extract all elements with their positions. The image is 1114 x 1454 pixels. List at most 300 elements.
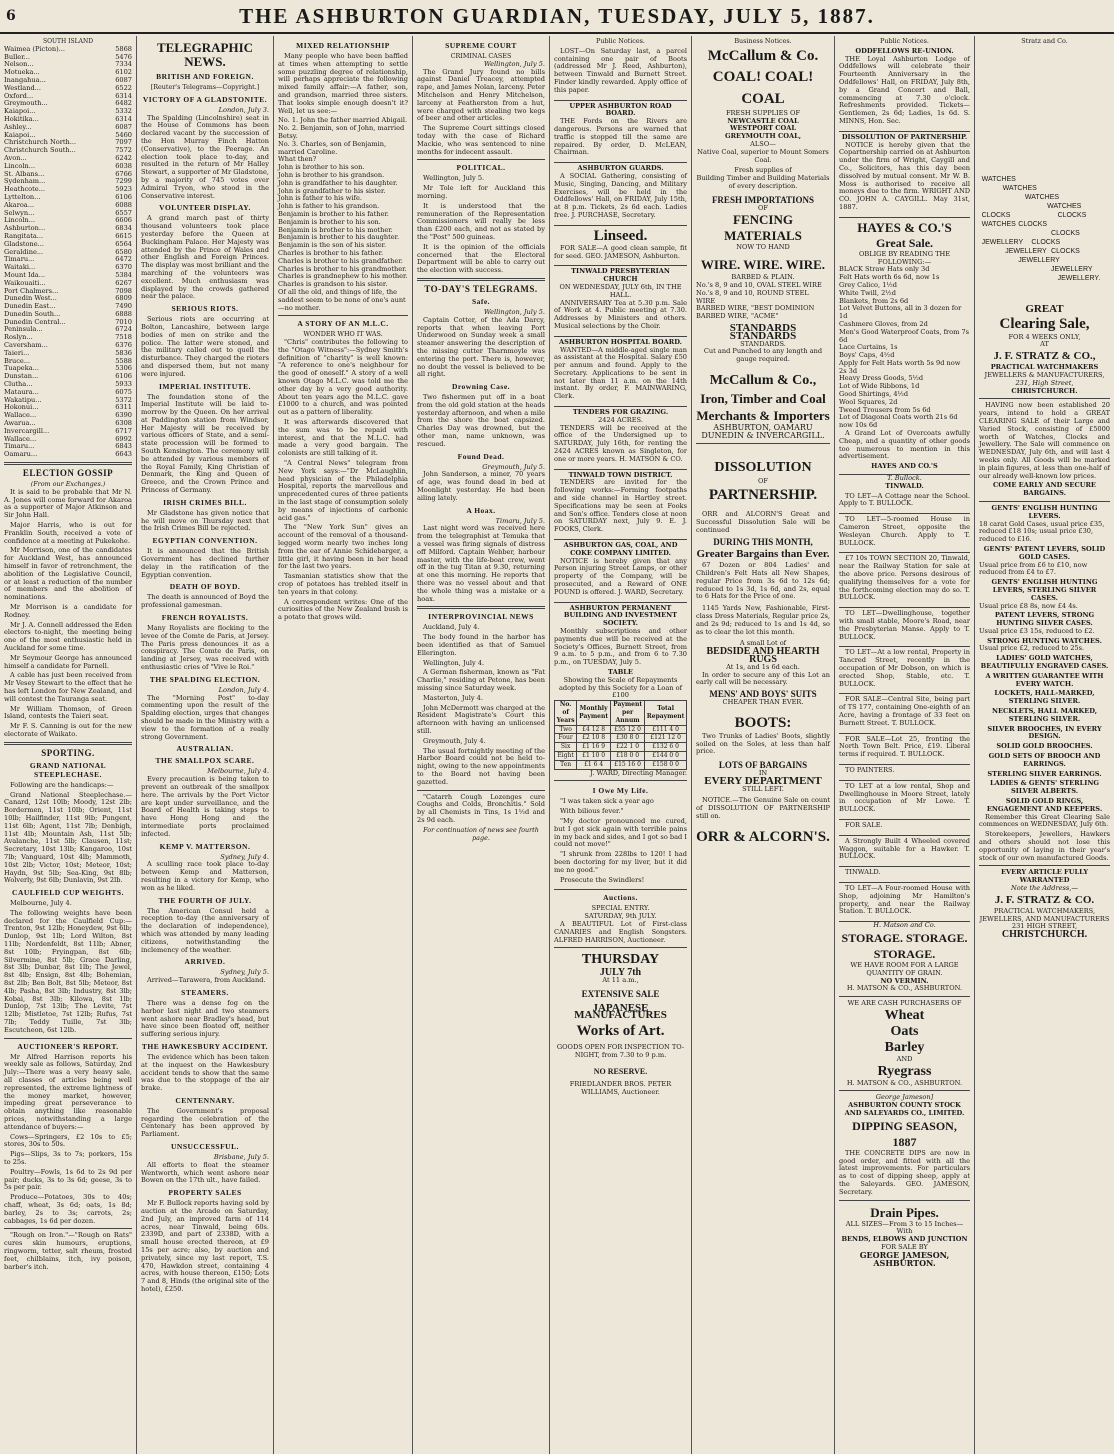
relationship-line: No. 2. Benjamin, son of John, married Betsy. (278, 124, 405, 140)
with-label: With (896, 1227, 913, 1236)
court-dateline: Wellington, July 5. (483, 59, 545, 68)
relationship-line: Charles is grandnephew to his mother. (278, 272, 408, 281)
gossip-paragraph: Mr Seymour George has announced himself a candidate for Parnell. (4, 653, 132, 670)
electorate-name: Westland... (4, 83, 41, 92)
electorate-name: Waimea (Picton)... (4, 44, 65, 53)
linseed-title: Linseed. (593, 227, 648, 244)
coal-banner: COAL! COAL! COAL (712, 68, 814, 107)
interprov-paragraph: John McDermott was charged at the Resident Magistrate's Court this afternoon with having an unlicensed still. (417, 703, 545, 735)
caulfield-text (4, 900, 132, 1035)
hayes-item: White Twill, 2½d (839, 288, 896, 297)
gossip-text (4, 489, 132, 739)
building-materials: Building Timber and Building Materials of every description. (696, 174, 830, 190)
hayes-title: HAYES & CO.'S (857, 219, 952, 235)
electorate-count: 7098 (115, 286, 132, 295)
of-label-2: OF (758, 476, 768, 485)
story-paragraph: "Chris" contributes the following to the "Otago Witness":—Sydney Smith's definition of "charity" is well known: "A reference to one's neighbour for the good of oneself." A story of a well known Otago M.L.C. was told me the other day by a very good authority. About ten years ago the M.L.C. gave £1000 to a church, and was pointed out as a pattern of liberality. (278, 338, 408, 417)
electorate-name: Gladstone... (4, 239, 44, 248)
table-header: Monthly Payment (577, 701, 611, 725)
political-paragraph: Wellington, July 5. (423, 174, 485, 183)
native-coal: Native Coal, superior to Mount Somers Coal. (697, 147, 829, 164)
auction-paragraph: Produce—Potatoes, 30s to 40s; chaff, wheat, 3s 6d; oats, 1s 8d; barley, 2s to 3s; carrots, 2s; cabbages, 1s 6d per dozen. (4, 1193, 132, 1225)
lost-notice: LOST—On Saturday last, a parcel containing one pair of Boots (addressed Mr J. Reed, Ashburton), between Tinwald and Burnett Street. Finder kindly rewarded. Apply office of this paper. (554, 46, 687, 94)
section-title: CENTENNARY. (175, 1095, 235, 1105)
mccallum-title: McCallum & Co. (707, 47, 819, 64)
relationship-line: What then? (278, 155, 317, 164)
electorate-count: 6717 (115, 426, 132, 435)
dress-offer: 1145 Yards New, Fashionable, First-class Dress Materials, Regular price 2s, and 2s 9d; reduced to 1s and 1s 4d, so as to clear the lot this month. (696, 604, 830, 636)
auction-heading: AUCTIONEER'S REPORT. (17, 1041, 119, 1051)
electorate-name: Inangahua... (4, 75, 46, 84)
in-label: IN (758, 769, 768, 778)
electorate-count: 7010 (115, 317, 132, 326)
weeks-only: FOR 4 WEEKS ONLY, (1008, 332, 1081, 341)
oddfellows-title: ODDFELLOWS RE-UNION. (855, 46, 954, 55)
page-number: 6 (6, 8, 16, 24)
electorate-count: 6724 (115, 325, 132, 334)
let-notice (839, 836, 970, 867)
wire-item: No.'s 8, 9 and 10, OVAL STEEL WIRE (696, 280, 822, 289)
table-cell: £4 12 8 (577, 725, 611, 734)
table-cell: £132 6 0 (645, 743, 687, 752)
table-cell: £18 0 0 (610, 751, 644, 760)
electorate-name: Kaiapoi... (4, 130, 36, 139)
electorate-name: Caversham... (4, 341, 48, 350)
table-row (555, 734, 687, 743)
mixed-lines (278, 117, 408, 312)
boots-text: Two Trunks of Ladies' Boots, slightly soiled on the Soles, at less than half price. (696, 731, 830, 756)
electorate-name: Dunedin East... (4, 302, 56, 311)
dissolution-title: DISSOLUTION OF PARTNERSHIP. (841, 132, 968, 141)
electorate-name: Port Chalmers... (4, 286, 59, 295)
works-of-art: Works of Art. (576, 1023, 665, 1040)
stratz-city: CHRISTCHURCH. (1011, 386, 1078, 395)
hayes-sign: HAYES AND CO.'S (871, 462, 938, 471)
relationship-line: Charles is brother to his grandmother. (278, 264, 407, 273)
telegrams-heading: TO-DAY'S TELEGRAMS. (424, 283, 538, 294)
electorate-name: Oamaru... (4, 450, 38, 459)
electorate-count: 7572 (115, 146, 132, 155)
telegram-dateline: Wellington, July 5. (483, 307, 545, 316)
electorate-name: Wakatipu... (4, 395, 42, 404)
jameson-sign: GEORGE JAMESON, ASHBURTON. (859, 1249, 950, 1268)
let-notice (839, 781, 970, 820)
table-cell: £30 8 0 (610, 734, 644, 743)
steeple-text (4, 782, 132, 885)
stratz-item: SILVER BROOCHES, IN EVERY DESIGN. (987, 724, 1102, 741)
poem-line: "I shrunk from 228lbs to 120! I had been doctoring for my liver, but it did me no good." (554, 850, 687, 874)
auctioneer-sign: FRIEDLANDER BROS. PETER WILLIAMS, Auctioneer. (569, 1080, 672, 1097)
of-label: OF (758, 203, 768, 212)
column-2 (137, 36, 274, 1454)
masthead (0, 0, 1114, 34)
let-text: TO LET—At a low rental, Property in Tancred Street, recently in the occupation of Mr Dobson, on which is erected Shop, Stable, etc. T. BULLOCK. (839, 648, 970, 688)
electorate-name: Taieri... (4, 348, 30, 357)
relationship-line: Benjamin is brother to his mother. (278, 225, 393, 234)
column-5 (550, 36, 692, 1454)
table-cell: £144 0 0 (645, 751, 687, 760)
section-text: Arrived—Tarawera, from Auckland. (147, 976, 266, 985)
hayes-item: Lace Curtains, 1s (839, 343, 898, 352)
stratz-item: GOLD SETS OF BROOCH AND EARRINGS. (988, 752, 1101, 768)
section-text: Every precaution is being taken to prevent an outbreak of the smallpox here. The arrivals by the Port Victor are kept under surveillance, and the Board of Health is taking steps to have Hong Hong and the intermediate ports proclaimed infected. (141, 775, 269, 838)
district-notice: TENDERS are invited for the following works:—Forming footpaths and side channel in Hartley street. Specifications may be seen at Fooks and Son's office. Tenders close at noon on SATURDAY next, July 9. E. J. FOOKS, Clerk. (554, 478, 687, 534)
oats: Oats (890, 1023, 919, 1039)
electorate-name: Tuapeka... (4, 364, 39, 373)
tinwald-heading: TINWALD. (885, 481, 924, 490)
watch-word-cloud (979, 176, 1110, 296)
section-text: Serious riots are occurring at Bolton, Lancashire, between large bodies of men on strike and the police. The latter were stoned, and the military called out to quell the disturbance. They charged the rioters and dispersed them, but not many were injured. (141, 315, 269, 378)
table-cell: £121 12 0 (645, 734, 687, 743)
telegraphic-sub: BRITISH AND FOREIGN. (156, 72, 254, 81)
section-title: VOLUNTEER DISPLAY. (159, 203, 251, 213)
column-7 (835, 36, 975, 1454)
section-dateline: London, July 4. (218, 685, 269, 694)
guards-notice: A SOCIAL Gathering, consisting of Music, Singing, Dancing, and Military Exercises, will be held in the Oddfellows' Hall, on FRIDAY, July 15th, at 8 p.m. Tickets, 2s 6d each. Ladies free. J. PURCHASE, Secretary. (554, 171, 687, 219)
interprov-paragraph: The usual fortnightly meeting of the Harbor Board could not be held to-night, owing to the new appointments to the Board not having been gazetted. (417, 746, 545, 786)
ryegrass: Ryegrass (877, 1063, 932, 1079)
hayes-item: Boys' Caps, 4½d (839, 351, 895, 360)
let-text: TO LET—Dwellinghouse, together with small stable, Moore's Road, near the Presbyterian Manse. Apply to T. BULLOCK. (839, 609, 970, 641)
electorate-count: 6615 (115, 231, 132, 240)
section-title: THE SMALLPOX SCARE. (155, 756, 255, 766)
column-4 (413, 36, 550, 1454)
section-dateline: London, July 3. (218, 105, 269, 114)
electorate-count: 5923 (115, 185, 132, 194)
continuation-note: For continuation of news see fourth page. (423, 825, 539, 842)
canaries-notice: A BEAUTIFUL Lot of First-class CANARIES and English Songsters. ALFRED HARRISON, Auctioneer. (554, 919, 687, 944)
places: ASHBURTON, OAMARU (713, 422, 813, 432)
electorate-count: 6992 (115, 434, 132, 443)
electorate-name: Buller... (4, 52, 30, 61)
section-text: Many Royalists are flocking to the levee of the Comte de Paris, at Jersey. The Paris press denounces it as a conspiracy. The Comte de Paris, on landing at Jersey, was received with enthusiastic cries of "Vive le Roi." (141, 624, 269, 672)
section-dateline: Brisbane, July 5. (213, 1153, 269, 1162)
copyright-note: [Reuter's Telegrams—Copyright.] (150, 83, 260, 91)
hayes-items (839, 266, 970, 430)
watch-word: JEWELLERY (981, 238, 1024, 246)
let-notice (839, 514, 970, 553)
electorate-name: Heathcote... (4, 185, 45, 194)
watch-word: CLOCKS (1051, 247, 1080, 255)
stratz-item: LOCKETS, HALL-MARKED, STERLING SILVER. (994, 689, 1095, 706)
telegram-title: Drowning Case. (451, 382, 511, 392)
electorate-count: 5588 (115, 356, 132, 365)
story-paragraph: "A Central News" telegram from New York says:—"Dr McLaughlin, head physician of the Philadelphia Hospital, reports the marvellous and unprecedented cures of three patients in the last stage of consumption solely by means of injections of carbonic acid gas." (278, 459, 408, 522)
watch-word: JEWELLERY (1005, 247, 1047, 255)
electorate-count: 5384 (115, 270, 132, 279)
let-text: A Strongly Built 4 Wheeled covered Waggon, suitable for a Hawker. T. BULLOCK. (839, 836, 970, 861)
church-notice: ANNIVERSARY Tea at 5.30 p.m. Sale of Work at 4. Public meeting at 7.30. Addresses by Ministers and others. Musical selections by the Choir. (554, 298, 687, 330)
bends: BENDS, ELBOWS AND JUNCTION (841, 1235, 968, 1244)
table-cell: £158 0 0 (645, 760, 687, 769)
political-paragraph: It is understood that the remuneration of the Representation Commissioners will really be less than £200 each, and not as stated by the "Post" 500 guineas. (417, 201, 545, 241)
relationship-line: Charles is grandson to his sister. (278, 280, 388, 289)
stratz-item: A WRITTEN GUARANTEE WITH EVERY WATCH. (985, 671, 1104, 688)
matson-sign: H. MATSON & CO., ASHBURTON. (846, 984, 963, 993)
storekeepers-note: Storekeepers, Jewellers, Hawkers and others should not lose this opportunity of laying in their year's stock of our own manufactured Goods. (979, 830, 1110, 862)
electorate-count: 6308 (115, 419, 132, 428)
electorate-count: 6643 (115, 450, 132, 459)
electorate-count: 6370 (115, 263, 132, 272)
table-cell: £15 16 0 (610, 760, 644, 769)
electorate-count: 7518 (115, 333, 132, 342)
watch-word: CLOCKS (1018, 220, 1048, 228)
japanese-manufactures: JAPANESE MANUFACTURES (574, 1001, 667, 1022)
section-title: THE SPALDING ELECTION. (149, 674, 261, 684)
electorate-count: 6482 (115, 99, 132, 108)
section-text: The Government's proposal regarding the celebration of the Centenary has been approved by Parliament. (141, 1106, 269, 1139)
mccallum-title-2: McCallum & Co., (709, 372, 817, 388)
electorate-count: 6580 (115, 247, 132, 256)
telegram-title: Safe. (471, 296, 491, 306)
story-paragraph: A correspondent writes: One of the curiosities of the New Zealand bush is a potato that grows wild. (278, 597, 408, 622)
section-title: AUSTRALIAN. (176, 744, 234, 754)
electorate-name: Dunedin Central... (4, 317, 66, 326)
poem-line: "My doctor pronounced me cured, but I got sick again with terrible pains in my back and sides, and I got so bad I could not move!" (554, 816, 687, 849)
storage-banner-2: STORAGE. (873, 946, 936, 961)
electorate-count: 6472 (115, 255, 132, 264)
table-cell: £1 16 9 (577, 743, 611, 752)
table-cell: Four (555, 734, 577, 743)
table-cell: £55 12 0 (610, 725, 644, 734)
electorate-count: 6564 (115, 239, 132, 248)
story-paragraph: It was afterwards discovered that the sum was to be repaid with interest, and that the M.L.C. had made a very good bargain. The colonists are still talking of it. (278, 418, 408, 458)
wheat: Wheat (884, 1007, 925, 1023)
hayes-item: Men's Good Waterproof Coats, from 7s 6d (839, 327, 970, 344)
wire-item: No.'s 8, 9 and 10, ROUND STEEL WIRE (696, 288, 809, 305)
watch-word: WATCHES (981, 175, 1016, 183)
special-entry: SPECIAL ENTRY. (591, 904, 650, 913)
places-2: DUNEDIN & INVERCARGILL. (701, 430, 825, 440)
interprov-paragraph: Greymouth, July 4. (423, 736, 486, 745)
no-vermin: NO VERMIN. (880, 976, 929, 985)
electorate-count: 6314 (115, 91, 132, 100)
section-text: The "Morning Post" to-day commenting upon the result of the Spalding election, urges that changes should be made in the Ministry with a view to the formation of a really strong Government. (141, 693, 269, 741)
hayes-item: Felt Hats worth 6s 6d, now 1s (839, 273, 940, 282)
electorate-count: 6522 (115, 83, 132, 92)
fresh-supplies: FRESH SUPPLIES OF (725, 108, 801, 117)
electorate-name: Ashburton... (4, 224, 46, 233)
stratz-address-2: 231 HIGH STREET, (1011, 922, 1078, 931)
let-text: TINWALD. (845, 868, 881, 877)
table-cell: £111 4 0 (645, 725, 687, 734)
electorate-count: 5933 (115, 380, 132, 389)
electorate-count: 6311 (115, 403, 132, 412)
let-text: TO LET—A Four-roomed House with Shop, adjoining Mr Hamilton's property, and near the Railway Station. T. BULLOCK. (839, 883, 970, 916)
stratz-item: Usual price £3 15s, reduced to £2. (979, 626, 1095, 635)
column-3 (274, 36, 413, 1454)
auction-paragraph: Mr Alfred Harrison reports his weekly sale as follows, Saturday, 2nd July:—There was a very heavy sale, all classes of articles being well represented, the extreme lightness of the money market, however, impeding great perseverance to obtain anything like reasonable prices, notwithstanding a large attendance of buyers:— (4, 1052, 132, 1131)
relationship-line: Charles is brother to his grandfather. (278, 256, 403, 265)
dissolution: DISSOLUTION (714, 459, 812, 475)
let-text: FOR SALE—Lot 25, fronting the North Town Belt. Price, £19. Liberal terms if required. T. BULLOCK. (839, 734, 970, 759)
standards-sub: STANDARDS. (740, 339, 786, 348)
telegraphic-heading: TELEGRAPHIC NEWS. (156, 40, 254, 69)
interprov-paragraph: Auckland, July 4. (423, 623, 480, 632)
electorate-name: Invercargill... (4, 426, 50, 435)
section-title: IMPERIAL INSTITUTE. (158, 381, 252, 391)
relationship-line: Benjamin is brother to his son. (278, 217, 381, 226)
building-society-title: ASHBURTON PERMANENT BUILDING AND INVESTMENT SOCIETY. (563, 603, 678, 628)
electorate-name: Lincoln... (4, 161, 36, 170)
auction-text (4, 1054, 132, 1226)
section-title: UNSUCCESSFUL. (171, 1142, 239, 1152)
section-text: The American Consul held a reception to-day (the anniversary of the declaration of independence), which was attended by many leading citizens, notwithstanding the inclemency of the weather. (141, 906, 269, 954)
hayes-item: Wool Squares, 2d (839, 397, 898, 406)
stratz-name: J. F. STRATZ & CO., (993, 350, 1096, 363)
electorate-count: 6809 (115, 294, 132, 303)
electorate-name: Wallace... (4, 411, 37, 420)
auction-paragraph: Cows—Springers, £2 10s to £5; stores, 30s to 50s. (4, 1132, 132, 1149)
electorate-count: 7490 (115, 302, 132, 311)
stratz-city-2: CHRISTCHURCH. (1001, 929, 1088, 941)
electorate-count: 5372 (115, 395, 132, 404)
section-title: VICTORY OF A GLADSTONITE. (142, 94, 268, 104)
gossip-heading: ELECTION GOSSIP (22, 468, 114, 479)
section-dateline: Sydney, July 4. (220, 852, 269, 861)
newspaper-title: THE ASHBURTON GUARDIAN, TUESDAY, JULY 5, 1887. (239, 3, 875, 28)
table-row (555, 743, 687, 752)
let-text: TO LET—5-roomed House in Cameron Street, opposite the Wesleyan Church. Apply to T. BULLOCK. (839, 515, 970, 547)
electorate-count: 6390 (115, 411, 132, 420)
steeple-paragraph: Grand National Steeplechase.—Canard, 12st 10lb; Moody, 12st 2lb; Bordermen, 11st 10lb; Orient, 11st 10lb; Hailfinder, 11st 9lb; Pungent, 11st 6lb; Agent, 11st 7lb; Denbigh, 11st 4lb; Mountain Ash, 11st 5lb; Avalanche, 11st 5lb; Clausen, 11st; Secretary, 10st 13lb; Kangaroo, 10st 7lb; Vanguard, 10st 4lb; Mammoth, 10st 2lb; Victor, 10st; Meteor, 10st; Haydn, 9st 5lb; Sea-King, 9st 8lb; Wolverly, 9st 6lb; Dunlavin, 9st 2lb. (4, 790, 132, 885)
section-title: DEATH OF BOYD. (169, 582, 241, 592)
at-label: AT (1040, 340, 1049, 349)
oddfellows-notice: THE Loyal Ashburton Lodge of Oddfellows will celebrate their Fourteenth Anniversary in the Oddfellows' Hall, on FRIDAY, July 8th, by a Grand Concert and Ball, commencing at 7.30 o'clock. Refreshments provided. Tickets—Gentlemen, 2s 6d; Ladies, 1s 6d. S. MINNS, Hon. Sec. (839, 54, 970, 125)
electorate-count: 6075 (115, 387, 132, 396)
mixed-intro: Many people who have been baffled at times when attempting to settle some puzzling degree of relationship, will perhaps appreciate the following mixed family affair:—A father, son, and grandson, married three sisters. That looks simple enough doesn't it? Well, let us see:— (278, 52, 408, 115)
let-notice (839, 694, 970, 733)
electorate-name: Geraldine... (4, 247, 44, 256)
matson-heading: H. Matson and Co. (873, 921, 936, 930)
electorate-count: 6834 (115, 224, 132, 233)
stratz-item: Usual price from £6 to £10, now reduced from £4 to £7. (979, 560, 1088, 577)
electorate-count: 7097 (115, 138, 132, 147)
let-text: TO PAINTERS. (845, 765, 895, 774)
barbed-plain: BARBED & PLAIN. (731, 273, 795, 282)
electorate-name: Timaru... (4, 255, 35, 264)
no-reserve: NO RESERVE. (593, 1066, 648, 1076)
relationship-line: John is brother to his son. (278, 163, 365, 172)
section-title: SERIOUS RIOTS. (171, 304, 239, 314)
telegram-text: John Sanderson, a miner, 70 years of age, was found dead in bed at Moonlight yesterday. He had been ailing lately. (417, 470, 545, 502)
watch-word: WATCHES (1047, 202, 1082, 210)
guards-title: ASHBURTON GUARDS. (577, 164, 664, 173)
stratz-item: STERLING SILVER EARRINGS. (987, 769, 1102, 778)
stratz-item: LADIES' GOLD WATCHES, BEAUTIFULLY ENGRAVED CASES. (980, 654, 1109, 671)
electorate-count: 7299 (115, 177, 132, 186)
clear-note: In order to secure any of this Lot an early call will be necessary. (696, 670, 830, 687)
electorate-count: 6038 (115, 161, 132, 170)
coal-co-title: ASHBURTON GAS, COAL, AND COKE COMPANY LIMITED. (563, 541, 678, 557)
section-text: Mr Gladstone has given notice that he will move on Thursday next that the Irish Crimes Bill be rejected. (141, 508, 269, 533)
section-text: The death is announced of Boyd the professional gamesman. (141, 593, 269, 610)
business-notices-heading: Business Notices. (734, 37, 792, 45)
watch-word: JEWELLERY (1051, 265, 1093, 273)
matson-sign-2: H. MATSON & CO., ASHBURTON. (846, 1078, 963, 1087)
telegram-text: Last night word was received here from the telegraphist at Temuka that a vessel was firing signals of distress off Milford. Captain Webber, harbour master, with the life-boat crew, went off in the tug Titan at 9.30, returning at one this morning. He reports that there was no vessel about and that the whole thing was a mistake or a hoax. (417, 524, 545, 603)
column-1 (0, 36, 137, 1454)
hayes-item: Tweed Trousers from 5s 6d (839, 405, 931, 414)
hospital-title: ASHBURTON HOSPITAL BOARD. (559, 337, 682, 346)
electorate-name: Dunedin South... (4, 309, 61, 318)
section-text: The foundation stone of the Imperial Institute will be laid to-morrow by the Queen. On her arrival at Paddington station from Windsor, Her Majesty will be received by various officers of State, and a semi-state procession will be formed to South Kensington. The ceremony will be attended by various members of the Royal Family, King Christian of Denmark, the King and Queen of Greece, and the Crown Prince and Princess of Germany. (141, 392, 269, 495)
story-paragraph: Tasmanian statistics show that the crop of potatoes has trebled itself in ten years in that colony. (278, 572, 408, 596)
electorate-count: 5332 (115, 107, 132, 116)
telegram-text: Captain Cotter, of the Ada Darcy, reports that when leaving Port Underwood on Sunday week a small steamer answering the description of the missing cutter Tharnmoyle was entering the port. There is, however, no doubt the vessel is believed to be all right. (417, 315, 545, 379)
let-notice (839, 608, 970, 647)
electorate-count: 6087 (115, 75, 132, 84)
sporting-heading: SPORTING. (41, 747, 95, 758)
building-society-notice: Monthly subscriptions and other payments due will be received at the Society's Offices, Burnett Street, from 9 a.m. to 5 p.m., and from 6 to 7.30 p.m., on TUESDAY, July 5. (554, 627, 687, 667)
wire-item: BARBED WIRE, "ACME" (696, 312, 779, 321)
electorate-count: 6106 (115, 192, 132, 201)
merchants-importers: Merchants & Importers (696, 407, 830, 423)
relationship-line: John is grandfather to his sister. (278, 186, 386, 195)
now-to-hand: NOW TO HAND (736, 243, 790, 252)
stratz-items (979, 505, 1110, 814)
stratz-address: 231, High Street, (1015, 378, 1074, 387)
section-title: PROPERTY SALES (168, 1188, 242, 1198)
story-heading: A STORY OF AN M.L.C. (297, 319, 389, 329)
watch-word: CLOCKS (1031, 238, 1061, 246)
watch-word: CLOCKS (981, 211, 1011, 219)
section-text: It is announced that the British Government has declined further delay in the ratification of the Egyptian convention. (141, 547, 269, 579)
church-title: TINWALD PRESBYTERIAN CHURCH (571, 267, 670, 284)
table-row (555, 760, 687, 769)
wire-list (696, 282, 830, 321)
watch-word: WATCHES (1024, 193, 1060, 201)
note-address: Note the Address,— (1011, 884, 1078, 892)
watch-word: WATCHES (981, 220, 1016, 228)
let-notice (839, 765, 970, 781)
column-6 (692, 36, 835, 1454)
hayes-item: Blankets, from 2s 6d (839, 296, 909, 305)
orr-alcorn: ORR & ALCORN'S. (696, 828, 830, 845)
electorate-count: 6242 (115, 153, 132, 162)
public-notices-heading: Public Notices. (596, 37, 645, 45)
genuine-notice: NOTICE.—The Genuine Sale on count of DISSOLUTION OF PARTNERSHIP still on. (696, 796, 830, 821)
electorate-name: Lyttelton... (4, 192, 41, 201)
section-title: ARRIVED. (184, 957, 226, 967)
poem-title: I Owe My Life. (592, 786, 649, 796)
and-label: AND (896, 1054, 913, 1063)
standards-banner: STANDARDS STANDARDS (729, 321, 797, 342)
relationship-line: Benjamin is the son of his sister. (278, 241, 387, 250)
stratz-item: PATENT LEVERS, STRONG HUNTING SILVER CASES. (994, 611, 1095, 628)
telegrams-list (417, 297, 545, 604)
storage-banner: STORAGE. STORAGE. (841, 930, 968, 945)
inspection-note: GOODS OPEN FOR INSPECTION TO-NIGHT, from 7.30 to 9 p.m. (556, 1043, 685, 1059)
auctions-heading: Auctions. (603, 893, 638, 903)
electorate-count: 6267 (115, 278, 132, 287)
hats-offer: 67 Dozen or 804 Ladies' and Children's Felt Hats all New Shapes, regular Price from 3s 6d to 12s 6d; reduced to 1s 3d, 1s 6d, and 2s, equal to 6 Hats for the Price of one. (696, 561, 830, 601)
electorate-name: Mataura... (4, 387, 39, 396)
hayes-note: A Grand Lot of Overcoats awfully Cheap, and a quantity of other goods too numerous to mention in this advertisement. (839, 429, 970, 461)
column-8 (975, 36, 1114, 1454)
dissolution-notice: NOTICE is hereby given that the Copartnership carried on at Ashburton under the firm of Wright, Caygill and Co., Solicitors, has this day been dissolved by mutual consent. Mr W. B. Moss is authorised to receive all moneys due to the firm. WRIGHT AND CO. JOHN A. CAYGILL. May 31st, 1887. (839, 140, 970, 211)
electorate-name: Christchurch South... (4, 146, 76, 155)
steeple-heading: GRAND NATIONAL STEEPLECHASE. (29, 760, 107, 779)
story-paragraph: The "New York Sun" gives an account of the removal of a thousand-legged worm nearly two inches long from the ear of Annie Schidebarger, a little girl, it having been in her head for the last two years. (278, 523, 408, 571)
hayes-item: Grey Calico, 1½d (839, 280, 897, 289)
electorate-count: 6843 (115, 442, 132, 451)
lets-list (839, 491, 970, 922)
public-notices-heading-2: Public Notices. (880, 37, 929, 45)
iron-timber-coal: Iron, Timber and Coal (700, 390, 826, 406)
linseed-notice: FOR SALE—A good clean sample, fit for seed. GEO. JAMESON, Ashburton. (554, 243, 687, 260)
bedside-rugs: BEDSIDE AND HEARTH RUGS (706, 646, 820, 666)
